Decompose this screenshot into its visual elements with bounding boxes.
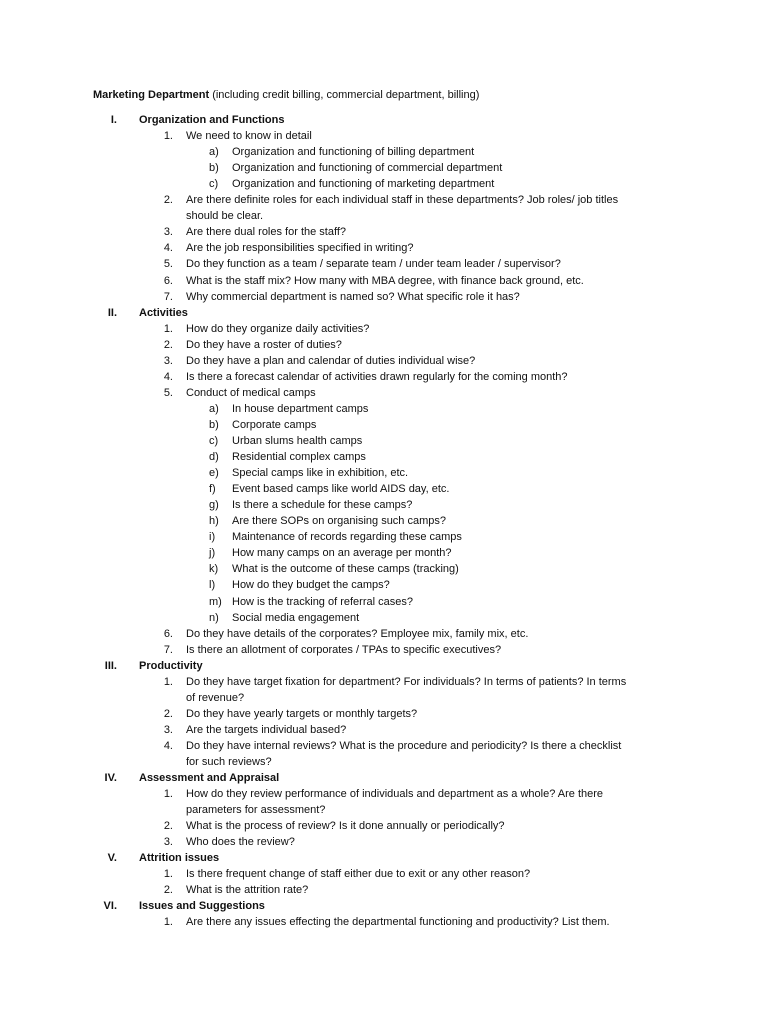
item-text: Are the targets individual based? xyxy=(186,724,347,736)
section-title: Assessment and Appraisal xyxy=(139,772,280,784)
document-title-note: (including credit billing, commercial department, billing) xyxy=(209,89,480,101)
item-number: 1. xyxy=(163,916,173,928)
item-text: Do they have a roster of duties? xyxy=(186,339,342,351)
subitem-text: Organization and functioning of commercial department xyxy=(232,162,503,174)
item-number: 3. xyxy=(163,226,173,238)
subitem-label: f) xyxy=(209,483,216,495)
item-text: parameters for assessment? xyxy=(186,804,326,816)
item-text: What is the attrition rate? xyxy=(186,884,309,896)
item-text: Do they have yearly targets or monthly targets? xyxy=(186,708,418,720)
item-text: How do they organize daily activities? xyxy=(186,323,370,335)
section-title: Attrition issues xyxy=(139,852,220,864)
section-numeral: V. xyxy=(107,852,117,864)
item-number: 3. xyxy=(163,724,173,736)
item-number: 2. xyxy=(163,884,173,896)
item-number: 3. xyxy=(163,836,173,848)
item-text: Is there an allotment of corporates / TPAs to specific executives? xyxy=(186,644,502,656)
subitem-text: How is the tracking of referral cases? xyxy=(232,596,413,608)
item-number: 1. xyxy=(163,323,173,335)
item-text: of revenue? xyxy=(186,692,245,704)
item-text: Do they function as a team / separate team / under team leader / supervisor? xyxy=(186,258,561,270)
item-text: Do they have internal reviews? What is the procedure and periodicity? Is there a checklist xyxy=(186,740,622,752)
subitem-label: b) xyxy=(209,162,219,174)
section-numeral: III. xyxy=(104,660,117,672)
item-text: Is there frequent change of staff either due to exit or any other reason? xyxy=(186,868,531,880)
subitem-text: Organization and functioning of marketing department xyxy=(232,178,495,190)
item-number: 1. xyxy=(163,130,173,142)
subitem-text: Social media engagement xyxy=(232,612,360,624)
subitem-label: m) xyxy=(209,596,222,608)
item-number: 4. xyxy=(163,740,173,752)
item-number: 4. xyxy=(163,371,173,383)
subitem-label: a) xyxy=(209,403,219,415)
subitem-text: Are there SOPs on organising such camps? xyxy=(232,515,447,527)
subitem-label: c) xyxy=(209,178,219,190)
item-number: 2. xyxy=(163,820,173,832)
section-title: Issues and Suggestions xyxy=(139,900,265,912)
item-number: 6. xyxy=(163,628,173,640)
item-number: 2. xyxy=(163,194,173,206)
item-text: for such reviews? xyxy=(186,756,272,768)
subitem-label: j) xyxy=(209,547,216,559)
document-title: Marketing Department xyxy=(93,89,210,101)
subitem-label: i) xyxy=(209,531,216,543)
item-text: Why commercial department is named so? What specific role it has? xyxy=(186,291,520,303)
subitem-label: e) xyxy=(209,467,219,479)
subitem-text: Urban slums health camps xyxy=(232,435,363,447)
subitem-text: How many camps on an average per month? xyxy=(232,547,452,559)
item-text: What is the staff mix? How many with MBA degree, with finance back ground, etc. xyxy=(186,275,584,287)
section-numeral: II. xyxy=(107,307,117,319)
item-text: Conduct of medical camps xyxy=(186,387,316,399)
subitem-text: In house department camps xyxy=(232,403,369,415)
subitem-label: l) xyxy=(209,579,216,591)
item-number: 3. xyxy=(163,355,173,367)
item-number: 1. xyxy=(163,788,173,800)
item-text: Do they have details of the corporates? Employee mix, family mix, etc. xyxy=(186,628,529,640)
subitem-label: d) xyxy=(209,451,219,463)
subitem-text: Corporate camps xyxy=(232,419,317,431)
item-number: 1. xyxy=(163,676,173,688)
item-text: Are there dual roles for the staff? xyxy=(186,226,346,238)
item-number: 5. xyxy=(163,258,173,270)
item-text: Do they have target fixation for department? For individuals? In terms of patients? In terms xyxy=(186,676,627,688)
item-number: 4. xyxy=(163,242,173,254)
section-title: Organization and Functions xyxy=(139,114,285,126)
subitem-label: b) xyxy=(209,419,219,431)
section-numeral: VI. xyxy=(103,900,117,912)
item-text: Is there a forecast calendar of activities drawn regularly for the coming month? xyxy=(186,371,568,383)
item-number: 6. xyxy=(163,275,173,287)
item-text: How do they review performance of individuals and department as a whole? Are there xyxy=(186,788,604,800)
section-title: Productivity xyxy=(139,660,203,672)
subitem-label: k) xyxy=(209,563,219,575)
document-heading xyxy=(93,88,479,102)
item-number: 5. xyxy=(163,387,173,399)
item-text: What is the process of review? Is it done annually or periodically? xyxy=(186,820,505,832)
item-text: Are there definite roles for each individual staff in these departments? Job roles/ job titles xyxy=(186,194,619,206)
subitem-label: a) xyxy=(209,146,219,158)
subitem-text: What is the outcome of these camps (tracking) xyxy=(232,563,459,575)
subitem-text: How do they budget the camps? xyxy=(232,579,390,591)
item-text: Do they have a plan and calendar of duties individual wise? xyxy=(186,355,476,367)
item-text: We need to know in detail xyxy=(186,130,312,142)
section-title: Activities xyxy=(139,307,188,319)
item-number: 2. xyxy=(163,708,173,720)
subitem-text: Event based camps like world AIDS day, etc. xyxy=(232,483,450,495)
item-number: 7. xyxy=(163,291,173,303)
item-text: Are there any issues effecting the departmental functioning and productivity? List them. xyxy=(186,916,610,928)
item-text: Who does the review? xyxy=(186,836,295,848)
item-text: should be clear. xyxy=(186,210,264,222)
section-numeral: I. xyxy=(110,114,117,126)
item-number: 7. xyxy=(163,644,173,656)
subitem-label: n) xyxy=(209,612,219,624)
subitem-label: g) xyxy=(209,499,219,511)
item-number: 2. xyxy=(163,339,173,351)
item-number: 1. xyxy=(163,868,173,880)
item-text: Are the job responsibilities specified in writing? xyxy=(186,242,414,254)
subitem-text: Residential complex camps xyxy=(232,451,366,463)
section-numeral: IV. xyxy=(104,772,117,784)
subitem-text: Special camps like in exhibition, etc. xyxy=(232,467,409,479)
subitem-text: Is there a schedule for these camps? xyxy=(232,499,413,511)
subitem-label: c) xyxy=(209,435,219,447)
subitem-text: Maintenance of records regarding these camps xyxy=(232,531,462,543)
subitem-text: Organization and functioning of billing department xyxy=(232,146,475,158)
subitem-label: h) xyxy=(209,515,219,527)
